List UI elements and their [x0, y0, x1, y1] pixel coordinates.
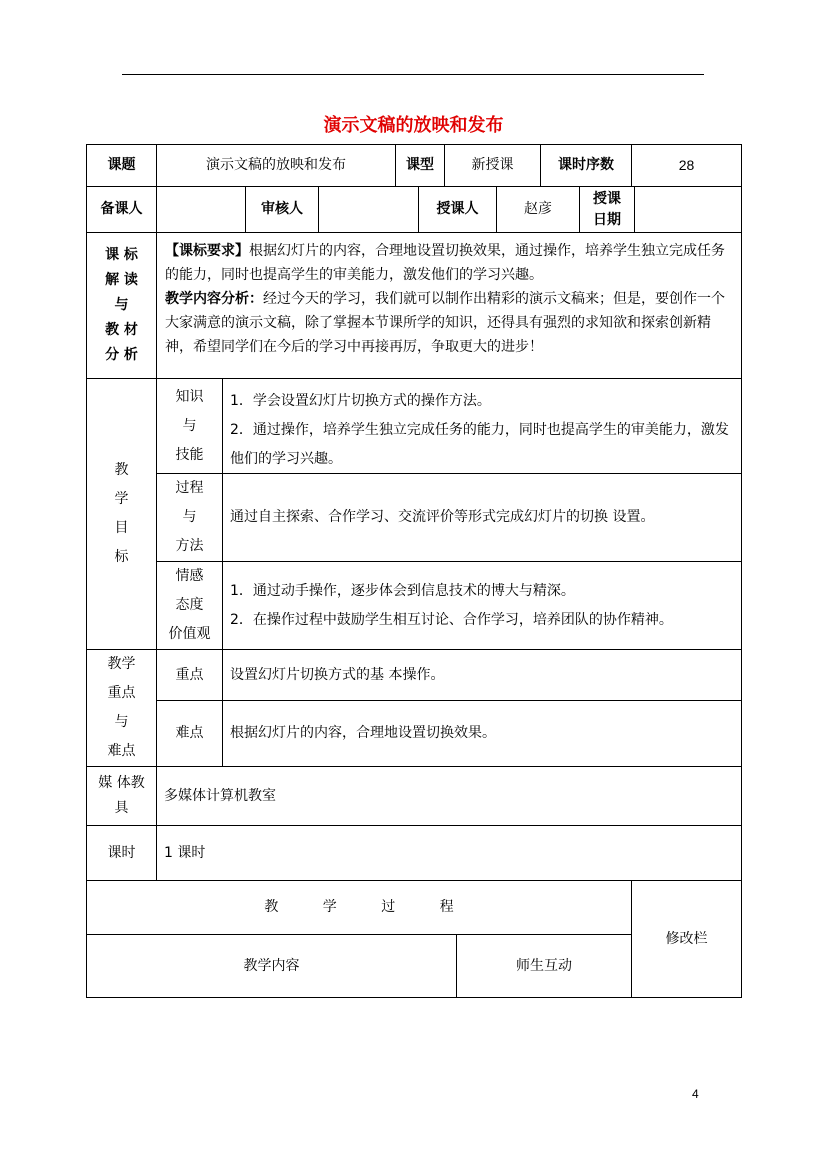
- reviewer-value: [318, 186, 419, 233]
- teaching-date-value: [634, 186, 742, 233]
- knowledge-skill-label: 知识 与 技能: [156, 378, 223, 474]
- type-value: 新授课: [444, 144, 541, 187]
- document-title: 演示文稿的放映和发布: [323, 115, 504, 136]
- goal-item: 1．学会设置幻灯片切换方式的操作方法。: [230, 393, 491, 409]
- content-analysis-heading: 教学内容分析：: [165, 291, 263, 307]
- teacher-student-interaction-label: 师生互动: [456, 934, 632, 998]
- standard-analysis-label: 课 标 解 读 与 教 材 分 析: [86, 232, 157, 379]
- attitude-values-content: [222, 561, 742, 650]
- media-tools-value: 多媒体计算机教室: [156, 766, 742, 826]
- content-analysis-text: 经过今天的学习，我们就可以制作出精彩的演示文稿来；但是，要创作一个大家满意的演示文稿，除了掌握本节课所学的知识，还得具有强烈的求知欲和探索创新精神，希望同学们在今后的学习中再接再厉，争取更大的进步！: [165, 291, 725, 355]
- requirement-heading: 【课标要求】: [165, 243, 249, 259]
- teaching-process-heading: 教 学 过 程: [86, 880, 632, 935]
- teacher-label: 授课人: [418, 186, 497, 233]
- lesson-seq-label: 课时序数: [540, 144, 632, 187]
- key-point-content: 设置幻灯片切换方式的基 本操作。: [222, 649, 742, 701]
- goal-item: 2．在操作过程中鼓励学生相互讨论、合作学习，培养团队的协作精神。: [230, 611, 673, 628]
- keypoints-label: 教学 重点 与 难点: [86, 649, 157, 767]
- topic-label: 课题: [86, 144, 157, 187]
- process-method-label: 过程 与 方法: [156, 473, 223, 562]
- hours-label: 课时: [86, 825, 157, 881]
- teaching-goals-label: 教 学 目 标: [86, 378, 157, 650]
- reviewer-label: 审核人: [245, 186, 319, 233]
- process-method-content: 通过自主探索、合作学习、交流评价等形式完成幻灯片的切换 设置。: [222, 473, 742, 562]
- difficulty-label: 难点: [156, 700, 223, 767]
- teacher-value: 赵彦: [496, 186, 580, 233]
- hours-value: 1 课时: [156, 825, 742, 881]
- teaching-content-label: 教学内容: [86, 934, 457, 998]
- topic-value: 演示文稿的放映和发布: [156, 144, 396, 187]
- goal-item: 1．通过动手操作，逐步体会到信息技术的博大与精深。: [230, 582, 575, 599]
- type-label: 课型: [395, 144, 445, 187]
- preparer-value: [156, 186, 246, 233]
- preparer-label: 备课人: [86, 186, 157, 233]
- lesson-seq-value: 28: [631, 144, 742, 187]
- difficulty-content: 根据幻灯片的内容，合理地设置切换效果。: [222, 700, 742, 767]
- knowledge-skill-content: [222, 378, 742, 474]
- attitude-values-label: 情感 态度 价值观: [156, 561, 223, 650]
- media-tools-label: 媒 体教 具: [86, 766, 157, 826]
- goal-item: 2．通过操作，培养学生独立完成任务的能力，同时也提高学生的审美能力，激发他们的学习兴趣。: [230, 422, 729, 467]
- key-point-label: 重点: [156, 649, 223, 701]
- teaching-date-label: 授课 日期: [579, 186, 635, 233]
- standard-analysis-content: [156, 232, 742, 379]
- page-number: 4: [692, 1087, 699, 1101]
- header-rule: [122, 74, 704, 75]
- revision-column-label: 修改栏: [631, 880, 742, 998]
- requirement-text: 根据幻灯片的内容，合理地设置切换效果，通过操作，培养学生独立完成任务的能力，同时也提高学生的审美能力，激发他们的学习兴趣。: [165, 243, 725, 283]
